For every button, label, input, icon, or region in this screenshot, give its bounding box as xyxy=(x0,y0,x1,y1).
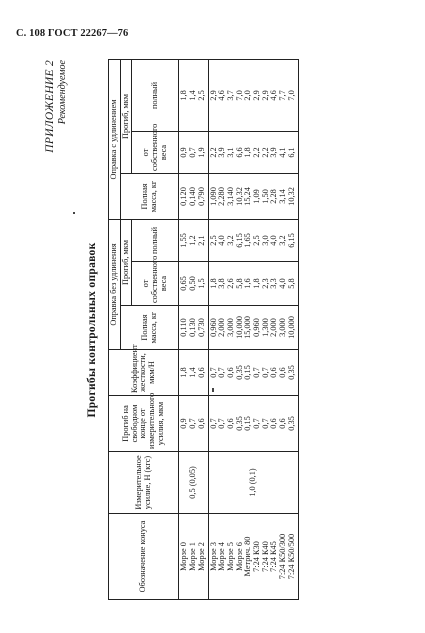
cell-value: 3,3 xyxy=(269,278,279,289)
cell-value: 0,35 xyxy=(234,416,244,431)
appendix-block xyxy=(44,60,69,153)
no-ext-full-cell xyxy=(208,219,298,261)
cell-value: 2,3 xyxy=(260,278,270,289)
cell-value: 0,6 xyxy=(225,367,235,378)
cell-value: 0,7 xyxy=(252,367,262,378)
cell-value: 10,32 xyxy=(286,187,296,206)
cell-value: 0,6 xyxy=(269,367,279,378)
cone-cell xyxy=(208,514,298,600)
header-no-extension: Оправка без удлинения xyxy=(109,219,121,349)
cell-value: 1,65 xyxy=(243,233,253,248)
cell-value: 7:24 К50/500 xyxy=(286,533,296,580)
cell-value: Морзе 4 xyxy=(217,542,227,571)
cell-value: 0,15 xyxy=(243,365,253,380)
cell-value: 7:24 К45 xyxy=(269,541,279,572)
cell-value: 0,65 xyxy=(179,276,189,291)
cell-value: 3,000 xyxy=(225,318,235,337)
no-ext-mass-cell xyxy=(208,306,298,350)
cell-value: 1,9 xyxy=(196,147,206,158)
cell-value: 0,730 xyxy=(196,318,206,337)
free-end-cell xyxy=(208,396,298,452)
ext-mass-cell xyxy=(208,173,298,219)
cell-value: 0,7 xyxy=(252,418,262,429)
no-ext-own-cell xyxy=(179,262,208,306)
cell-value: 2,2 xyxy=(208,147,218,158)
cell-value: 2,9 xyxy=(260,90,270,101)
stiffness-cell xyxy=(208,350,298,396)
cell-value: 1,8 xyxy=(179,367,189,378)
cell-value: 7,7 xyxy=(278,90,288,101)
cell-value: 0,7 xyxy=(217,367,227,378)
cell-value: 0,790 xyxy=(196,187,206,206)
cell-value: 1,55 xyxy=(179,233,189,248)
header-ext-deflection: Прогиб, мкм xyxy=(120,59,132,173)
table-row-group-2 xyxy=(208,59,298,599)
cell-value: 0,7 xyxy=(208,418,218,429)
cell-value: 6,15 xyxy=(286,233,296,248)
cell-value: 1,5 xyxy=(196,278,206,289)
cell-value: 6,1 xyxy=(286,147,296,158)
force-cell: 0,5 (0,05) xyxy=(179,452,208,514)
cell-value: 3,7 xyxy=(225,90,235,101)
cell-value: 1,50 xyxy=(260,189,270,204)
cell-value: 2,5 xyxy=(252,235,262,246)
cell-value: 2,1 xyxy=(196,235,206,246)
ext-full-cell xyxy=(208,59,298,131)
cell-value: 7:24 К40 xyxy=(260,541,270,572)
cell-value: 1,4 xyxy=(188,367,198,378)
cell-value: 0,6 xyxy=(278,367,288,378)
header-ext-own: от собственного веса xyxy=(132,131,179,173)
table-row-group-1 xyxy=(179,59,208,599)
cell-value: 1,8 xyxy=(179,90,189,101)
cell-value: 3,9 xyxy=(269,147,279,158)
cell-value: Морзе 1 xyxy=(188,542,198,571)
cell-value: 2,28 xyxy=(269,189,279,204)
cell-value: 3,0 xyxy=(260,235,270,246)
cell-value: 1,4 xyxy=(188,90,198,101)
header-cone: Обозначение конуса xyxy=(109,514,179,600)
cell-value: 4,1 xyxy=(278,147,288,158)
cell-value: Морзе 3 xyxy=(208,542,218,571)
cell-value: 0,9 xyxy=(179,147,189,158)
header-free-end: Прогиб на свободном конце от измерительного усилия, мкм xyxy=(109,396,179,452)
header-no-ext-mass: Полная масса, кг xyxy=(120,306,179,350)
no-ext-mass-cell xyxy=(179,306,208,350)
cell-value: 0,6 xyxy=(225,418,235,429)
cell-value: 4,6 xyxy=(269,90,279,101)
cell-value: 3,8 xyxy=(217,278,227,289)
cell-value: 3,000 xyxy=(278,318,288,337)
cell-value: 7,0 xyxy=(286,90,296,101)
cell-value: 0,6 xyxy=(278,418,288,429)
cell-value: 0,35 xyxy=(234,365,244,380)
cell-value: 5,8 xyxy=(234,278,244,289)
cone-cell xyxy=(179,514,208,600)
cell-value: 0,7 xyxy=(188,147,198,158)
cell-value: 3,1 xyxy=(225,147,235,158)
force-cell: 1,0 (0,1) xyxy=(208,452,298,514)
appendix-status: Рекомендуемое xyxy=(57,60,69,125)
no-ext-own-cell xyxy=(208,262,298,306)
cell-value: 10,32 xyxy=(234,187,244,206)
page-header: С. 108 ГОСТ 22267—76 xyxy=(16,28,129,39)
cell-value: 2,280 xyxy=(217,187,227,206)
cell-value: 3,2 xyxy=(278,235,288,246)
free-end-cell xyxy=(179,396,208,452)
table-title: Прогибы контрольных оправок xyxy=(86,242,98,418)
cell-value: 0,140 xyxy=(188,187,198,206)
cell-value: 1,300 xyxy=(260,318,270,337)
cell-value: 15,24 xyxy=(243,187,253,206)
rotated-sheet xyxy=(44,60,378,600)
cell-value: 0,6 xyxy=(196,418,206,429)
cell-value: Метрич. 80 xyxy=(243,536,253,577)
deflection-table xyxy=(108,59,299,600)
cell-value: 2,2 xyxy=(252,147,262,158)
cell-value: 4,0 xyxy=(278,278,288,289)
cell-value: 0,120 xyxy=(179,187,189,206)
cell-value: Морзе 6 xyxy=(234,542,244,571)
cell-value: 7,0 xyxy=(234,90,244,101)
cell-value: 4,0 xyxy=(217,235,227,246)
cell-value: 3,2 xyxy=(225,235,235,246)
cell-value: 0,7 xyxy=(260,418,270,429)
header-ext-full: полный xyxy=(132,59,179,131)
cell-value: 0,6 xyxy=(196,367,206,378)
cell-value: 0,960 xyxy=(252,318,262,337)
cell-value: 7:24 К50/300 xyxy=(278,533,288,580)
cell-value: Морзе 0 xyxy=(179,542,189,571)
cell-value: 4,6 xyxy=(217,90,227,101)
ext-own-cell xyxy=(208,131,298,173)
cell-value: 2,000 xyxy=(269,318,279,337)
cell-value: 2,5 xyxy=(208,235,218,246)
ext-full-cell xyxy=(179,59,208,131)
cell-value: 0,960 xyxy=(208,318,218,337)
cell-value: 1,8 xyxy=(208,278,218,289)
cell-value: 10,000 xyxy=(234,316,244,339)
no-ext-full-cell xyxy=(179,219,208,261)
cell-value: 0,7 xyxy=(260,367,270,378)
cell-value: 0,130 xyxy=(188,318,198,337)
cell-value: 0,15 xyxy=(243,416,253,431)
cell-value: 2,9 xyxy=(252,90,262,101)
stiffness-cell xyxy=(179,350,208,396)
cell-value: 2,6 xyxy=(225,278,235,289)
cell-value: 0,6 xyxy=(269,418,279,429)
cell-value: 2,000 xyxy=(217,318,227,337)
header-no-ext-deflection: Прогиб, мкм xyxy=(120,219,132,305)
header-no-ext-own: от собственного веса xyxy=(132,262,179,306)
cell-value: 1,090 xyxy=(208,187,218,206)
header-stiffness: Коэффициент жесткости, мкм/Н xyxy=(109,350,179,396)
cell-value: 6,15 xyxy=(234,233,244,248)
appendix-number: ПРИЛОЖЕНИЕ 2 xyxy=(44,60,56,153)
cell-value: 2,2 xyxy=(260,147,270,158)
cell-value: 2,5 xyxy=(196,90,206,101)
cell-value: 2,9 xyxy=(208,90,218,101)
header-ext-mass: Полная масса, кг xyxy=(120,173,179,219)
header-no-ext-full: полный xyxy=(132,219,179,261)
cell-value: 0,35 xyxy=(286,416,296,431)
cell-value: 4,0 xyxy=(269,235,279,246)
cell-value: 0,7 xyxy=(208,367,218,378)
cell-value: 2,0 xyxy=(243,90,253,101)
cell-value: 3,140 xyxy=(225,187,235,206)
ext-own-cell xyxy=(179,131,208,173)
cell-value: 5,8 xyxy=(286,278,296,289)
cell-value: 1,6 xyxy=(243,278,253,289)
header-force: Измерительное усилие, Н (кгс) xyxy=(109,452,179,514)
cell-value: 0,50 xyxy=(188,276,198,291)
cell-value: 1,8 xyxy=(243,147,253,158)
cell-value: 7:24 К30 xyxy=(252,541,262,572)
cell-value: 6,6 xyxy=(234,147,244,158)
header-with-extension: Оправка с удлинением xyxy=(109,59,121,219)
cell-value: 0,7 xyxy=(217,418,227,429)
cell-value: 1,2 xyxy=(188,235,198,246)
cell-value: 10,000 xyxy=(286,316,296,339)
cell-value: 3,9 xyxy=(217,147,227,158)
cell-value: 0,110 xyxy=(179,318,189,337)
cell-value: 0,7 xyxy=(188,418,198,429)
cell-value: Морзе 2 xyxy=(196,542,206,571)
cell-value: 1,09 xyxy=(252,189,262,204)
cell-value: 1,8 xyxy=(252,278,262,289)
cell-value: 0,35 xyxy=(286,365,296,380)
cell-value: 0,9 xyxy=(179,418,189,429)
ext-mass-cell xyxy=(179,173,208,219)
cell-value: 15,000 xyxy=(243,316,253,339)
cell-value: 3,14 xyxy=(278,189,288,204)
cell-value: Морзе 5 xyxy=(225,542,235,571)
